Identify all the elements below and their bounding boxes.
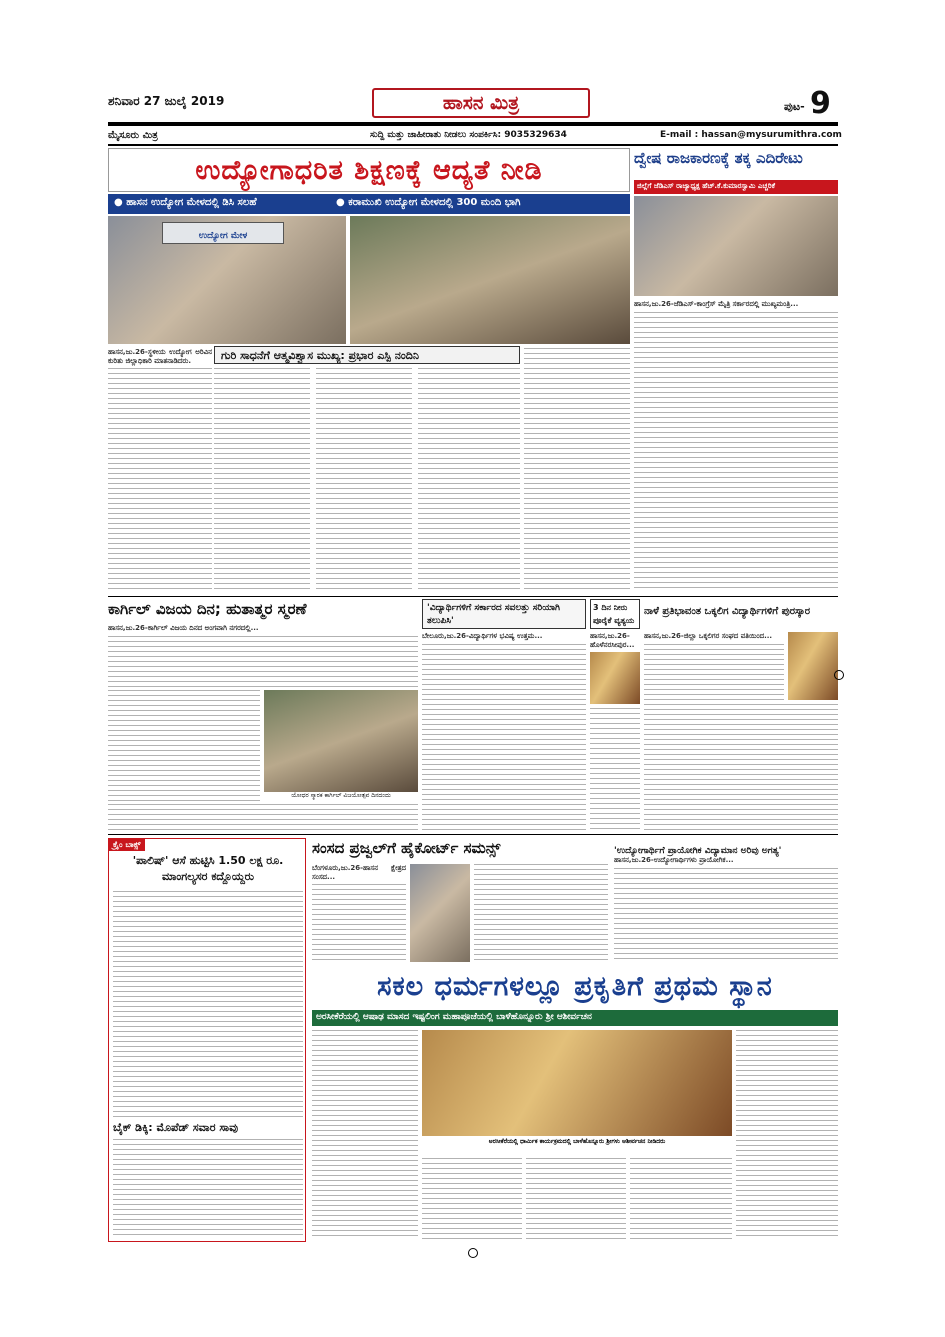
kargil-caption: ಯೋಧರ ಸ್ಮಾರಕ ಕಾರ್ಗಿಲ್ ವಿಜಯೋತ್ಸವ ದಿನದಂದು	[264, 792, 418, 802]
prajwal-dateline: ಬೆಂಗಳೂರು,ಜು.26-ಹಾಸನ ಕ್ಷೇತ್ರದ ಸಂಸದ...	[312, 864, 406, 881]
lead-dateline: ಹಾಸನ,ಜು.26-ಸ್ಥಳೀಯ ಉದ್ಯೋಗ ಅರಿವಿನ ಕುರಿತು ಜಿಲ್ಲಾಧಿಕಾರಿ ಮಾತನಾಡಿದರು.	[108, 348, 212, 365]
dharma-sub: ಅರಸೀಕೆರೆಯಲ್ಲಿ ಆಷಾಢ ಮಾಸದ ಇಷ್ಟಲಿಂಗ ಮಹಾಪೂಜೆಯಲ್ಲಿ ಬಾಳೆಹೊನ್ನೂರು ಶ್ರೀ ಆಶೀರ್ವಚನ	[316, 1012, 592, 1022]
page-label: ಪುಟ-	[784, 100, 805, 113]
vidyarthi-headline: 'ವಿದ್ಯಾರ್ಥಿಗಳಿಗೆ ಸರ್ಕಾರದ ಸವಲತ್ತು ಸರಿಯಾಗಿ ತಲುಪಿಸಿ'	[427, 603, 560, 626]
lead-headline-text: ಉದ್ಯೋಗಾಧರಿತ ಶಿಕ್ಷಣಕ್ಕೆ ಆದ್ಯತೆ ನೀಡಿ	[195, 155, 543, 186]
right-top-sub-text: ಜಿಲ್ಲೆಗೆ ಜೆಡಿಎಸ್ ರಾಜ್ಯಾಧ್ಯಕ್ಷ ಹೆಚ್.ಕೆ.ಕುಮಾರಸ್ವಾಮಿ ಎಚ್ಚರಿಕೆ	[637, 182, 775, 190]
vidyarthi-headline-box	[422, 599, 586, 629]
crime-headline-2: ಬೈಕ್ ಡಿಕ್ಕಿ: ಮೊಪೆಡ್ ಸವಾರ ಸಾವು	[113, 1121, 239, 1134]
kargil-headline-text: ಕಾರ್ಗಿಲ್ ವಿಜಯ ದಿನ; ಹುತಾತ್ಮರ ಸ್ಮರಣೆ	[108, 600, 307, 618]
dharma-photo	[422, 1030, 732, 1136]
lead-subhead-2: ● ಕರಾಮುಖಿ ಉದ್ಯೋಗ ಮೇಳದಲ್ಲಿ 300 ಮಂದಿ ಭಾಗಿ	[336, 197, 521, 208]
vidyarthi-body	[422, 644, 586, 830]
dharma-headline-text: ಸಕಲ ಧರ್ಮಗಳಲ್ಲೂ ಪ್ರಕೃತಿಗೆ ಪ್ರಥಮ ಸ್ಥಾನ	[377, 971, 773, 1002]
lead-photo-2	[350, 216, 630, 344]
right-top-headline-text: ದ್ವೇಷ ರಾಜಕಾರಣಕ್ಕೆ ತಕ್ಕ ಎದಿರೇಟು	[634, 149, 803, 167]
udyogarthi-dateline: ಹಾಸನ,ಜು.26-ಉದ್ಯೋಗಾರ್ಥಿಗಳು ಪ್ರಾಯೋಗಿಕ...	[614, 856, 734, 864]
prajwal-headline-text: ಸಂಸದ ಪ್ರಜ್ವಲ್‌ಗೆ ಹೈಕೋರ್ಟ್ ಸಮನ್ಸ್	[312, 839, 501, 857]
prajwal-body-col-2	[474, 864, 608, 962]
vidyarthi-dateline: ಬೇಲೂರು,ಜು.26-ವಿದ್ಯಾರ್ಥಿಗಳ ಭವಿಷ್ಯ ಉತ್ತಮ...	[422, 632, 543, 640]
kargil-headline	[108, 599, 418, 621]
udyogarthi-headline	[614, 838, 838, 856]
kargil-dateline: ಹಾಸನ,ಜು.26-ಕಾರ್ಗಿಲ್ ವಿಜಯ ದಿನದ ಅಂಗವಾಗಿ ನಗರದಲ್ಲಿ...	[108, 624, 259, 632]
lead-body-col-1	[108, 368, 212, 592]
email-line[interactable]: E-mail : hassan@mysurumithra.com	[660, 130, 842, 140]
dharma-body-col-1	[312, 1030, 418, 1240]
prajwal-body-col-1	[312, 884, 406, 962]
registration-mark-bottom	[468, 1248, 478, 1258]
date-label: ಶನಿವಾರ 27 ಜುಲೈ 2019	[108, 94, 225, 108]
water-headline: 3 ದಿನ ನೀರು ಪೂರೈಕೆ ವ್ಯತ್ಯಯ	[593, 603, 635, 625]
lead-photo-1	[108, 216, 346, 344]
section-rule-2	[108, 834, 838, 835]
kargil-body-left	[108, 690, 260, 802]
dharma-body-col-3	[526, 1158, 626, 1240]
kargil-body-bottom	[108, 804, 418, 830]
udyogarthi-headline-text: 'ಉದ್ಯೋಗಾರ್ಥಿಗೆ ಪ್ರಾಯೋಗಿಕ ವಿದ್ಯಾಮಾನ ಅರಿವು ಅಗತ್ಯ'	[614, 846, 782, 856]
header-rule-2	[108, 144, 838, 146]
banner-text: ಉದ್ಯೋಗ ಮೇಳ	[198, 231, 248, 241]
crime-badge: ಕ್ರೈಂ ಬಾಕ್ಸ್	[109, 839, 145, 851]
page-number-box	[780, 88, 840, 120]
crime-box	[108, 838, 306, 1242]
prajwal-headline	[312, 838, 608, 860]
water-dateline: ಹಾಸನ,ಜು.26-ಹೊಳೆನರಸೀಪುರ...	[590, 632, 635, 649]
guri-body-col-2	[316, 368, 412, 592]
tap-photo	[590, 652, 640, 704]
lead-body-col-2	[524, 348, 630, 592]
dharma-sub-band	[312, 1010, 838, 1026]
section-rule-1	[108, 596, 838, 597]
udyogarthi-body	[614, 868, 838, 962]
header-rule	[108, 122, 838, 126]
right-top-body	[634, 312, 838, 592]
okkaliga-body	[644, 704, 838, 830]
contact-line: ಸುದ್ದಿ ಮತ್ತು ಜಾಹೀರಾತು ನೀಡಲು ಸಂಪರ್ಕಿಸಿ: 9035329634	[370, 130, 567, 140]
crime-headline-1: 'ಪಾಲಿಷ್' ಆಸೆ ಹುಟ್ಟಿಸಿ 1.50 ಲಕ್ಷ ರೂ. ಮಾಂಗಲ್ಯಸರ ಕದ್ದೊಯ್ದರು	[132, 854, 284, 883]
dharma-caption: ಅರಸೀಕೆರೆಯಲ್ಲಿ ಧಾರ್ಮಿಕ ಕಾರ್ಯಕ್ರಮದಲ್ಲಿ ಬಾಳೆಹೊನ್ನೂರು ಶ್ರೀಗಳು ಆಶೀರ್ವಚನ ನೀಡಿದರು	[422, 1137, 732, 1155]
okkaliga-headline-text: ನಾಳೆ ಪ್ರತಿಭಾವಂತ ಒಕ್ಕಲಿಗ ವಿದ್ಯಾರ್ಥಿಗಳಿಗೆ ಪುರಸ್ಕಾರ	[644, 606, 811, 617]
kargil-body-top	[108, 636, 418, 688]
okkaliga-headline	[644, 599, 838, 629]
guri-body-col-3	[418, 368, 520, 592]
crime-body-1	[113, 891, 303, 1117]
kargil-photo	[264, 690, 418, 792]
dharma-headline	[312, 966, 838, 1008]
guri-body-col-1	[214, 368, 310, 592]
okkaliga-body-top	[644, 644, 784, 700]
water-headline-box	[590, 599, 640, 629]
okkaliga-dateline: ಹಾಸನ,ಜು.26-ಜಿಲ್ಲಾ ಒಕ್ಕಲಿಗರ ಸಂಘದ ವತಿಯಿಂದ...	[644, 632, 773, 640]
dharma-body-col-5	[736, 1030, 838, 1240]
water-body	[590, 708, 640, 830]
registration-mark-right	[834, 670, 844, 680]
guri-headline: ಗುರಿ ಸಾಧನೆಗೆ ಆತ್ಮವಿಶ್ವಾಸ ಮುಖ್ಯ: ಪ್ರಭಾರ ಎಸ್ಪಿ ನಂದಿನಿ	[221, 349, 420, 362]
dharma-body-col-4	[630, 1158, 732, 1240]
right-top-sub	[634, 180, 838, 194]
page-number: 9	[810, 86, 831, 121]
masthead	[372, 88, 590, 118]
prajwal-photo	[410, 864, 470, 962]
crime-body-2	[113, 1139, 303, 1237]
event-banner	[162, 222, 284, 244]
lead-headline	[108, 148, 630, 192]
masthead-title: ಹಾಸನ ಮಿತ್ರ	[442, 92, 520, 114]
right-top-dateline: ಹಾಸನ,ಜು.26-ಜೆಡಿಎಸ್-ಕಾಂಗ್ರೆಸ್ ಮೈತ್ರಿ ಸರ್ಕಾರದಲ್ಲಿ ಮುಖ್ಯಮಂತ್ರಿ...	[634, 300, 799, 308]
publisher-label: ಮೈಸೂರು ಮಿತ್ರ	[108, 130, 158, 141]
guri-headline-box	[214, 346, 520, 364]
lead-subhead-1: ● ಹಾಸನ ಉದ್ಯೋಗ ಮೇಳದಲ್ಲಿ ಡಿಸಿ ಸಲಹೆ	[114, 197, 257, 208]
lead-subhead-band	[108, 194, 630, 214]
swamiji-photo	[788, 632, 838, 700]
right-top-headline	[634, 148, 838, 178]
right-top-photo	[634, 196, 838, 296]
dharma-body-col-2	[422, 1158, 522, 1240]
